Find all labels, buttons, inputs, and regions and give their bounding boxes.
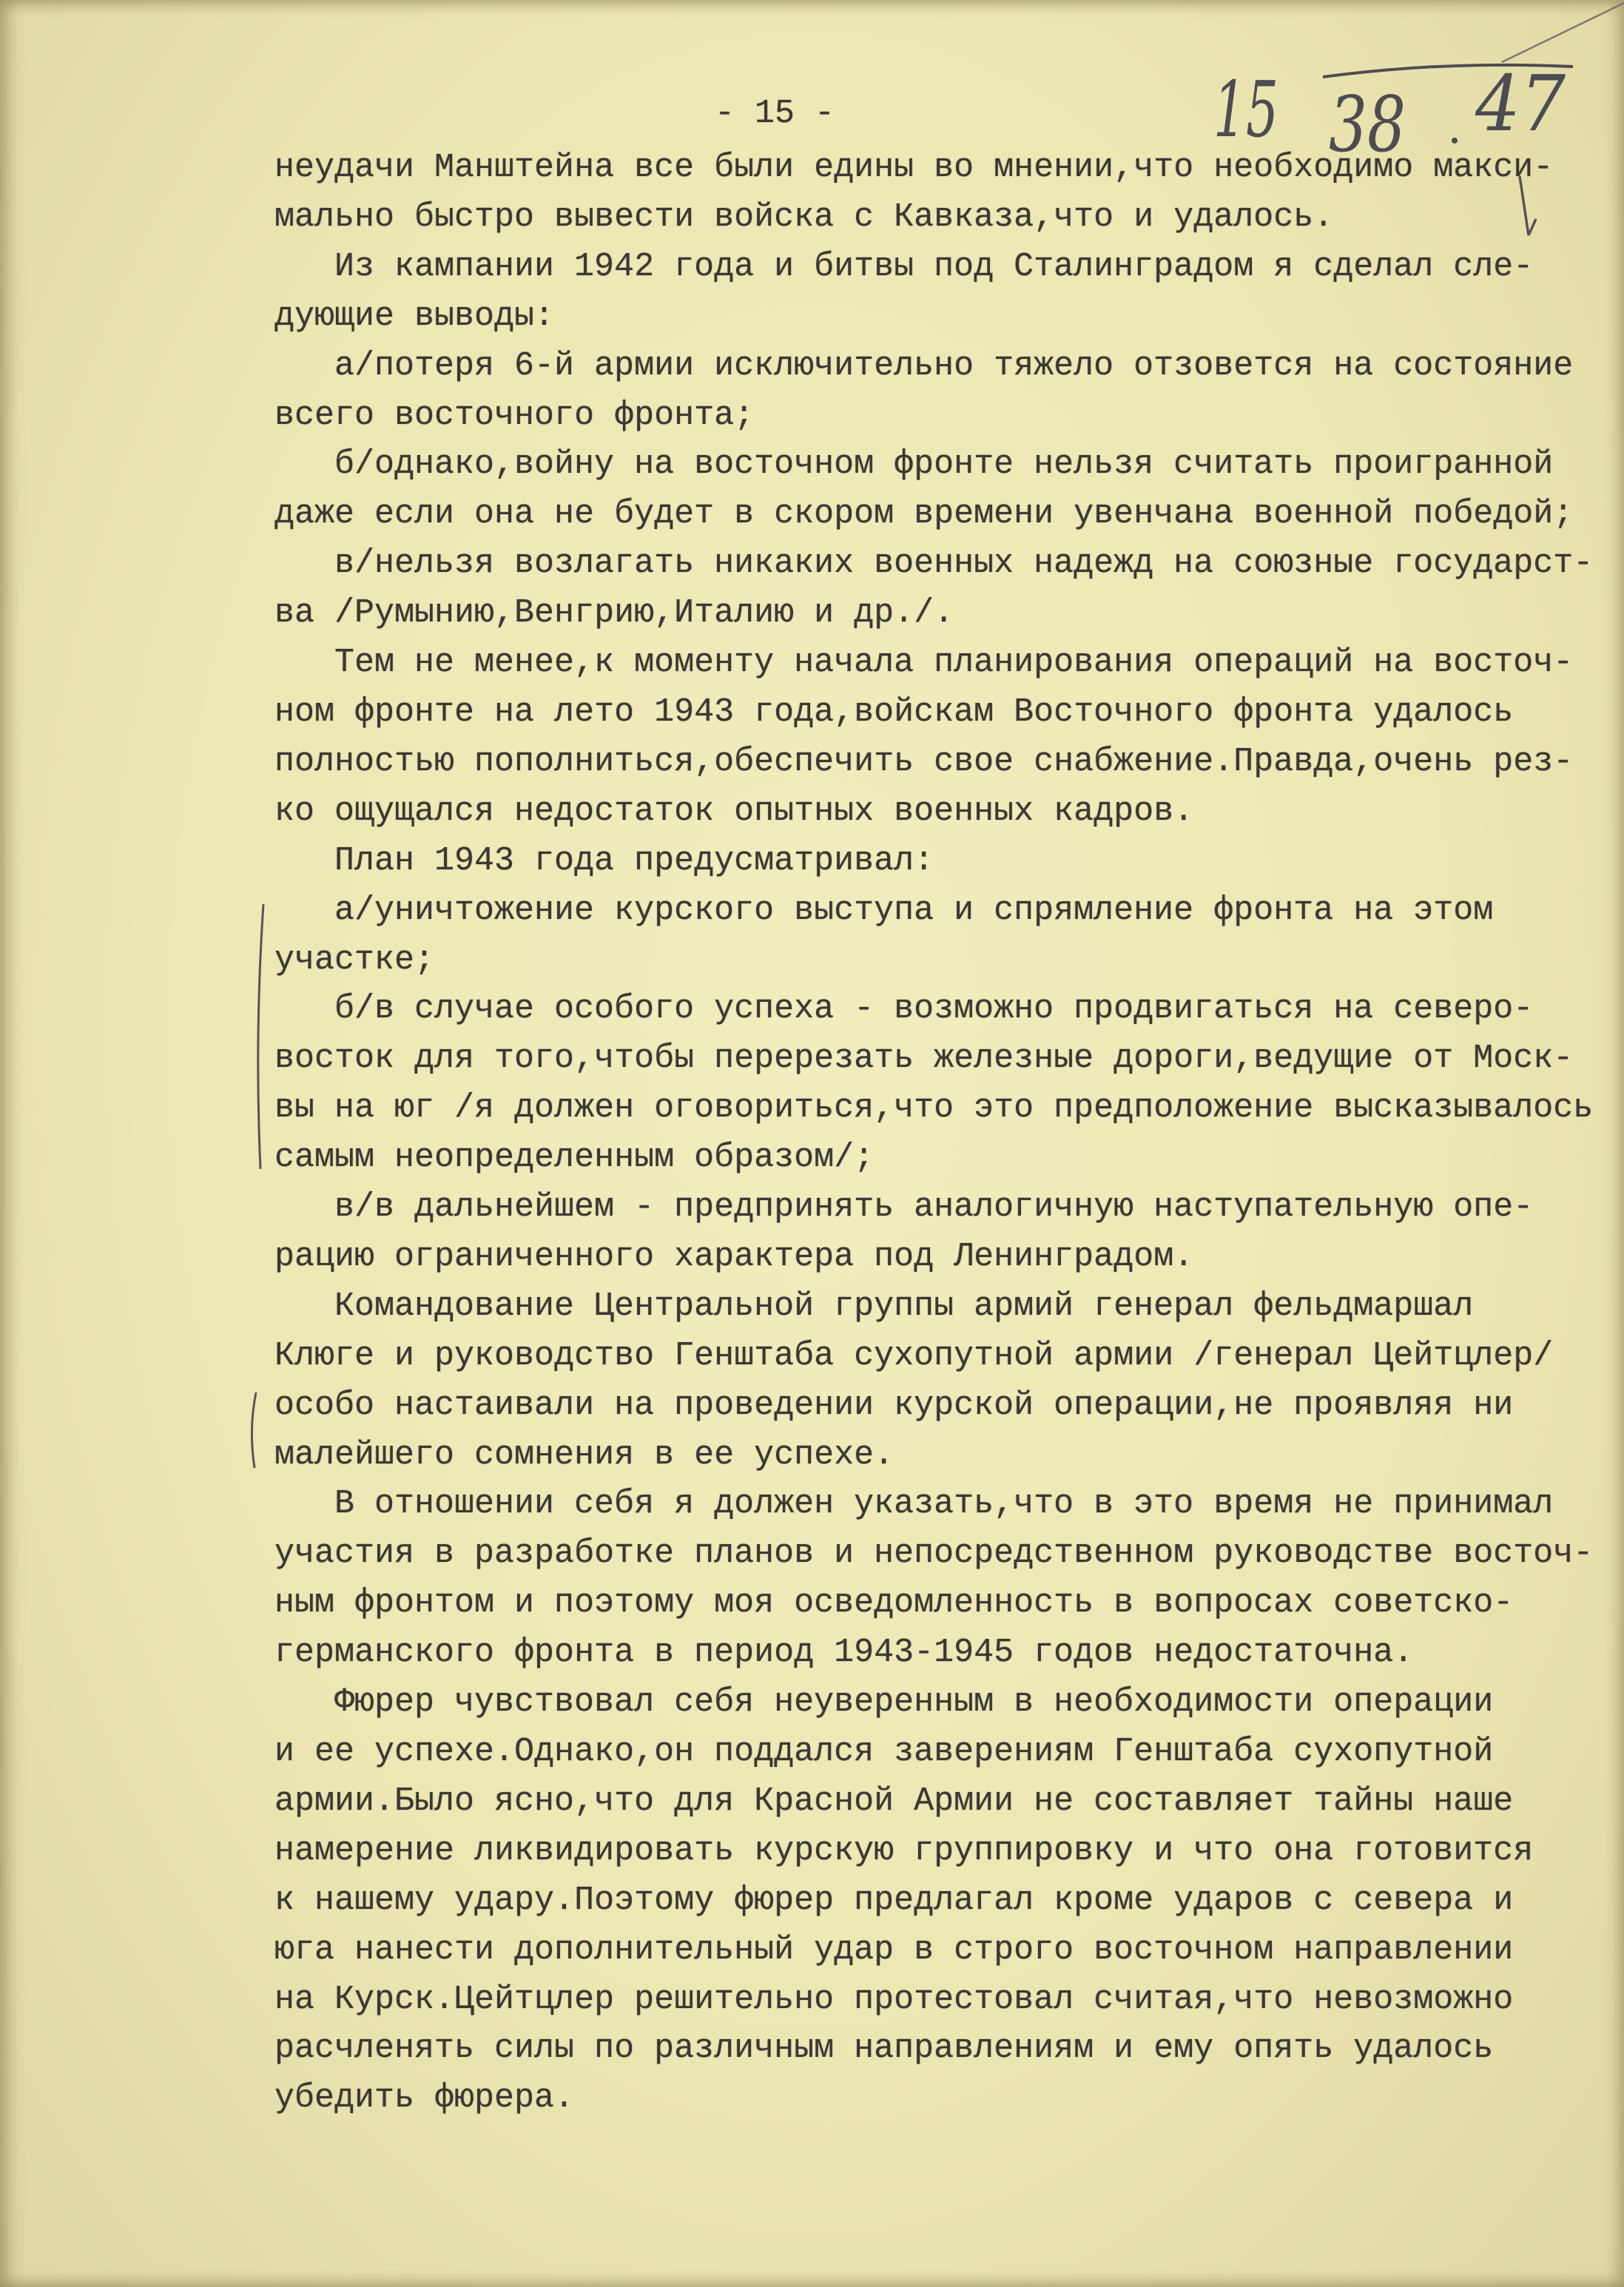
text-line: Клюге и руководство Генштаба сухопутной армии /генерал Цейтцлер/: [274, 1336, 1554, 1375]
text-line: даже если она не будет в скором времени увенчана военной победой;: [274, 495, 1574, 533]
text-line: ко ощущался недостаток опытных военных кадров.: [274, 792, 1194, 830]
text-line: убедить фюрера.: [274, 2079, 575, 2118]
text-line: дующие выводы:: [274, 297, 555, 335]
text-line: неудачи Манштейна все были едины во мнении,что необходимо макси-: [274, 149, 1554, 186]
text-line: расчленять силы по различным направлениям и ему опять удалось: [274, 2030, 1494, 2068]
list-item-line: а/потеря 6-й армии исключительно тяжело отзовется на состояние: [334, 346, 1574, 385]
page-number: - 15 -: [715, 95, 835, 132]
text-line: восток для того,чтобы перерезать железные дороги,ведущие от Моск-: [274, 1040, 1574, 1078]
archive-number-third: 47: [1475, 58, 1566, 149]
archive-number-second: 38: [1329, 79, 1406, 169]
text-line: ным фронтом и поэтому моя осведомленность в вопросах советско-: [274, 1584, 1514, 1623]
text-line: и ее успехе.Однако,он поддался заверениям Генштаба сухопутной: [274, 1733, 1494, 1771]
text-line: к нашему удару.Поэтому фюрер предлагал кроме ударов с севера и: [274, 1881, 1514, 1919]
archive-number-first: 15: [1213, 64, 1278, 155]
text-line: ва /Румынию,Венгрию,Италию и др./.: [274, 594, 954, 633]
text-line: участия в разработке планов и непосредственном руководстве восточ-: [274, 1535, 1594, 1573]
list-item-line: а/уничтожение курского выступа и спрямление фронта на этом: [334, 891, 1494, 929]
text-line: всего восточного фронта;: [274, 396, 755, 434]
text-line: участке;: [274, 940, 435, 979]
list-item-line: б/в случае особого успеха - возможно продвигаться на северо-: [334, 990, 1534, 1028]
text-line: ном фронте на лето 1943 года,войскам Восточного фронта удалось: [274, 693, 1514, 731]
text-line: особо настаивали на проведении курской операции,не проявляя ни: [274, 1386, 1514, 1424]
margin-bracket-kluge: [252, 1392, 256, 1468]
corner-pencil-line: [1502, 3, 1624, 62]
archive-number-stroke: [1323, 65, 1573, 77]
typewritten-text-body: [274, 144, 1593, 2123]
text-line: юга нанести дополнительный удар в строго восточном направлении: [274, 1930, 1514, 1969]
text-line: намерение ликвидировать курскую группировку и что она готовится: [274, 1831, 1534, 1870]
list-item-line: б/однако,войну на восточном фронте нельзя считать проигранной: [334, 445, 1554, 484]
text-line: армии.Было ясно,что для Красной Армии не составляет тайны наше: [274, 1782, 1514, 1820]
text-line: вы на юг /я должен оговориться,что это предположение высказывалось: [274, 1089, 1594, 1128]
list-item-line: в/нельзя возлагать никаких военных надежд на союзные государст-: [334, 545, 1594, 583]
text-line: рацию ограниченного характера под Ленинградом.: [274, 1237, 1194, 1276]
text-line: малейшего сомнения в ее успехе.: [274, 1435, 894, 1474]
text-line: Фюрер чувствовал себя неуверенным в необходимости операции: [334, 1683, 1494, 1722]
text-line: германского фронта в период 1943-1945 годов недостаточна.: [274, 1634, 1414, 1672]
archive-number-dot: [1452, 138, 1458, 144]
text-line: самым неопределенным образом/;: [274, 1139, 875, 1177]
text-line: План 1943 года предусматривал:: [334, 841, 934, 880]
text-line: Тем не менее,к моменту начала планирования операций на восточ-: [334, 644, 1574, 682]
text-line: Из кампании 1942 года и битвы под Сталинградом я сделал сле-: [334, 247, 1534, 286]
text-line: мально быстро вывести войска с Кавказа,что и удалось.: [274, 198, 1334, 236]
text-line: на Курск.Цейтцлер решительно протестовал считая,что невозможно: [274, 1980, 1514, 2018]
text-line: В отношении себя я должен указать,что в это время не принимал: [334, 1485, 1554, 1523]
margin-bracket-plan: [258, 904, 263, 1169]
list-item-line: в/в дальнейшем - предпринять аналогичную наступательную опе-: [334, 1188, 1534, 1227]
text-line: полностью пополниться,обеспечить свое снабжение.Правда,очень рез-: [274, 742, 1574, 781]
text-line: Командование Центральной группы армий генерал фельдмаршал: [334, 1287, 1474, 1325]
